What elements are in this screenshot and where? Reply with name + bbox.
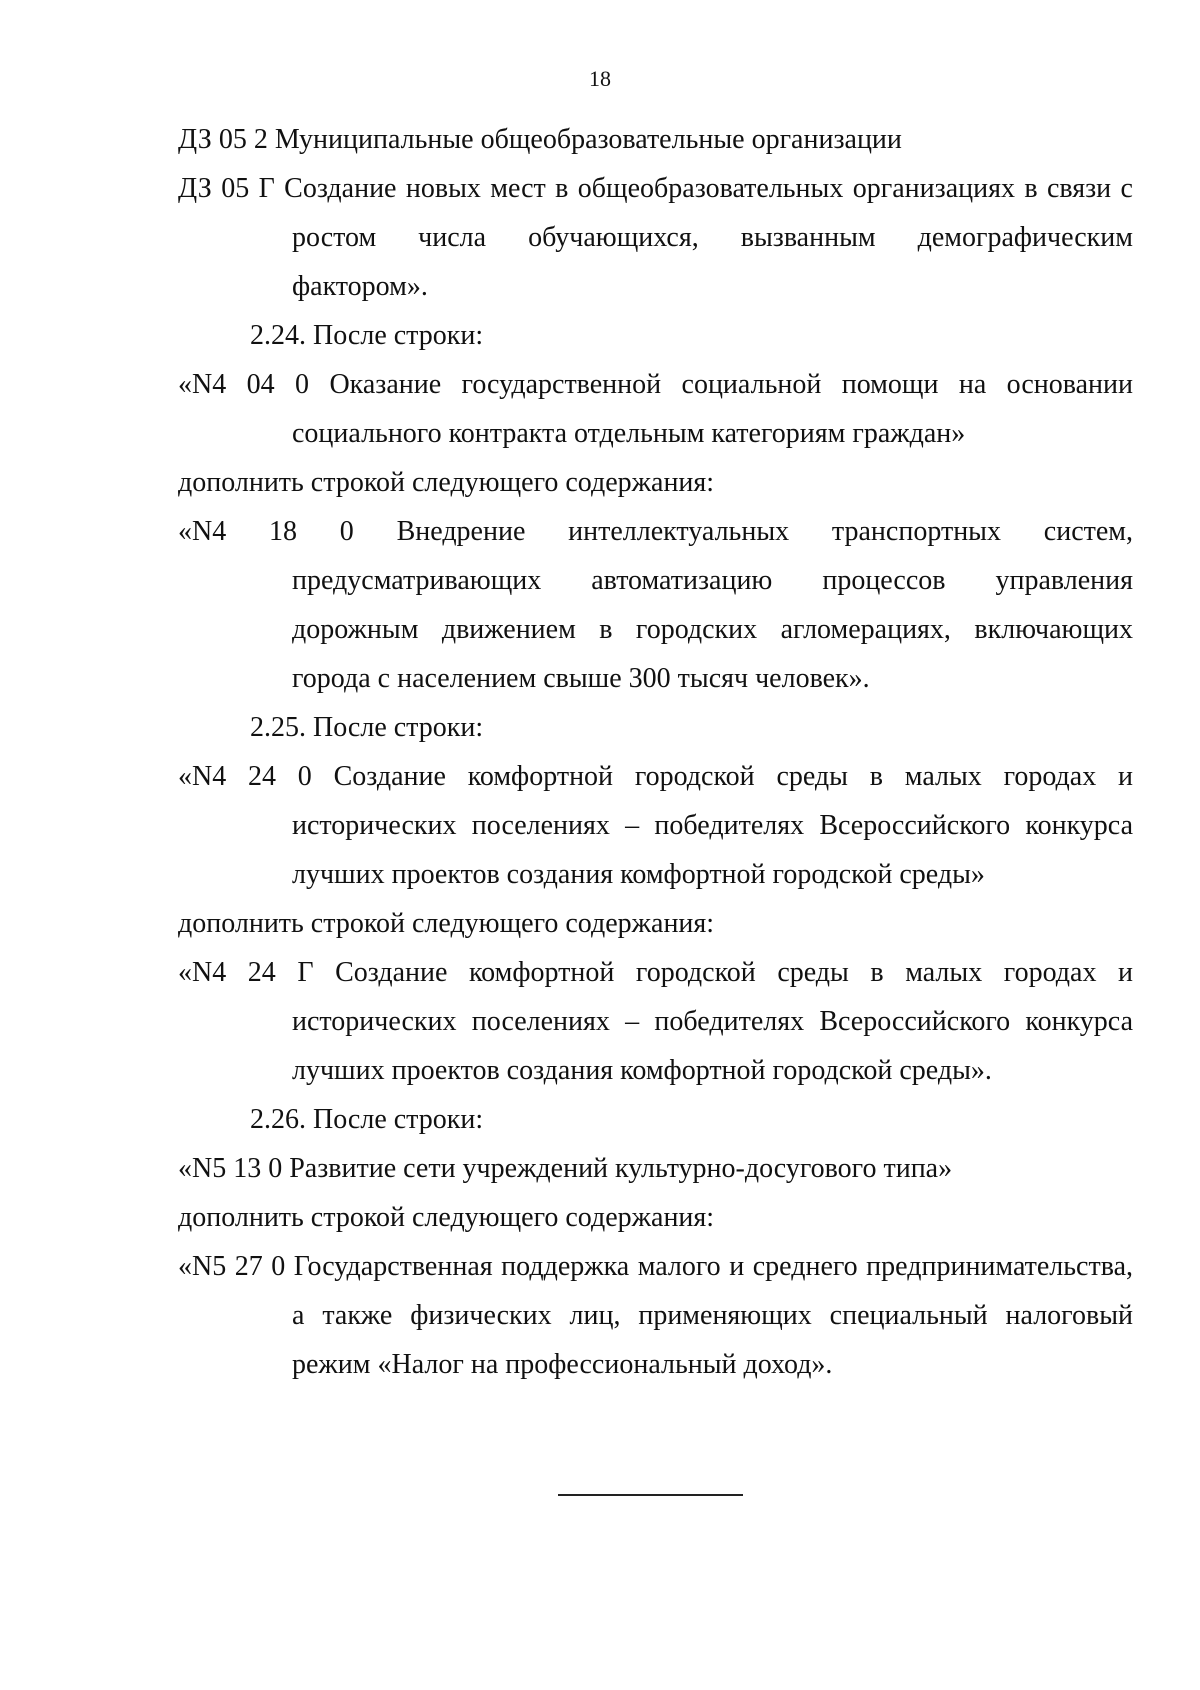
text-line: «N4 24 Г Создание комфортной городской среды в малых городах и bbox=[178, 957, 1133, 988]
text-line: «N4 24 0 Создание комфортной городской среды в малых городах и bbox=[178, 761, 1133, 792]
text-line: лучших проектов создания комфортной городской среды» bbox=[292, 859, 985, 890]
text-line: режим «Налог на профессиональный доход». bbox=[292, 1349, 833, 1380]
text-line: дополнить строкой следующего содержания: bbox=[178, 1202, 715, 1233]
text-line: лучших проектов создания комфортной городской среды». bbox=[292, 1055, 992, 1086]
text-line: исторических поселениях – победителях Всероссийского конкурса bbox=[292, 1006, 1133, 1037]
section-heading: 2.24. После строки: bbox=[250, 320, 484, 351]
text-line: «N4 04 0 Оказание государственной социальной помощи на основании bbox=[178, 369, 1133, 400]
text-line: ДЗ 05 2 Муниципальные общеобразовательные организации bbox=[178, 124, 902, 155]
text-line: ростом числа обучающихся, вызванным демографическим bbox=[292, 222, 1133, 253]
end-divider bbox=[558, 1494, 743, 1496]
text-line: «N5 13 0 Развитие сети учреждений культурно-досугового типа» bbox=[178, 1153, 953, 1184]
text-line: дополнить строкой следующего содержания: bbox=[178, 908, 715, 939]
text-line: города с населением свыше 300 тысяч человек». bbox=[292, 663, 870, 694]
text-line: ДЗ 05 Г Создание новых мест в общеобразовательных организациях в связи с bbox=[178, 173, 1133, 204]
text-line: а также физических лиц, применяющих специальный налоговый bbox=[292, 1300, 1133, 1331]
section-heading: 2.25. После строки: bbox=[250, 712, 484, 743]
text-line: фактором». bbox=[292, 271, 428, 302]
page-number: 18 bbox=[589, 66, 611, 91]
text-line: дорожным движением в городских агломерациях, включающих bbox=[292, 614, 1133, 645]
text-line: исторических поселениях – победителях Всероссийского конкурса bbox=[292, 810, 1133, 841]
text-line: «N5 27 0 Государственная поддержка малого и среднего предпринимательства, bbox=[178, 1251, 1133, 1282]
text-line: социального контракта отдельным категориям граждан» bbox=[292, 418, 966, 449]
section-heading: 2.26. После строки: bbox=[250, 1104, 484, 1135]
text-line: «N4 18 0 Внедрение интеллектуальных транспортных систем, bbox=[178, 516, 1133, 547]
text-line: предусматривающих автоматизацию процессов управления bbox=[292, 565, 1133, 596]
text-line: дополнить строкой следующего содержания: bbox=[178, 467, 715, 498]
